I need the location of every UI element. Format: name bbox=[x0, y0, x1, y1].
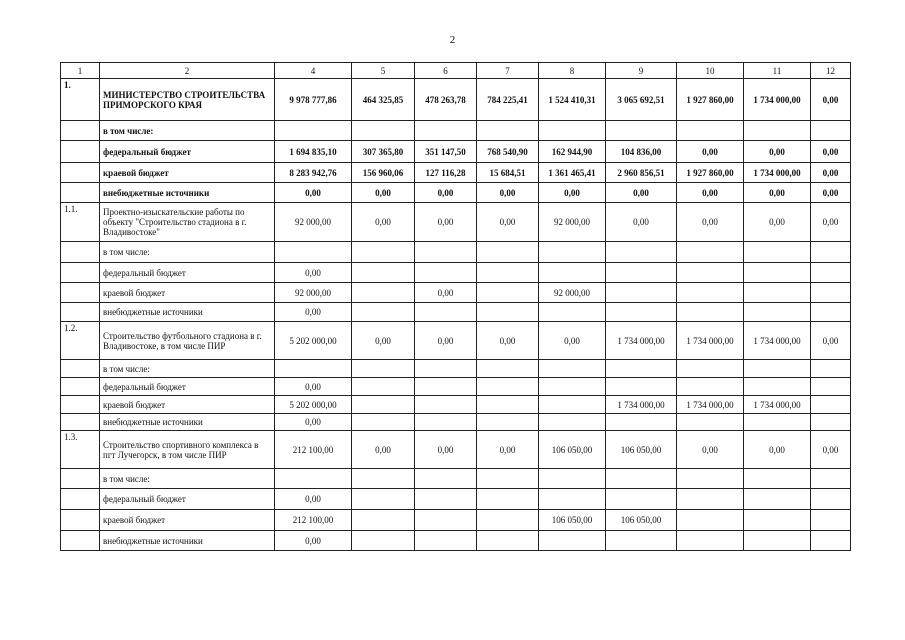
value-cell: 0,00 bbox=[477, 203, 539, 242]
value-cell bbox=[477, 469, 539, 489]
row-label: внебюджетные источники bbox=[100, 414, 275, 431]
value-cell: 351 147,50 bbox=[415, 141, 477, 163]
value-cell: 0,00 bbox=[477, 322, 539, 360]
value-cell: 0,00 bbox=[275, 183, 352, 203]
value-cell: 92 000,00 bbox=[539, 203, 606, 242]
value-cell bbox=[677, 378, 744, 396]
value-cell bbox=[352, 360, 415, 378]
page-number: 2 bbox=[449, 34, 456, 46]
row-index bbox=[61, 489, 100, 510]
row-label: в том числе: bbox=[100, 121, 275, 141]
value-cell: 0,00 bbox=[677, 203, 744, 242]
table-row bbox=[61, 163, 851, 183]
value-cell: 0,00 bbox=[352, 431, 415, 469]
row-label: федеральный бюджет bbox=[100, 263, 275, 283]
table-row bbox=[61, 203, 851, 242]
table-row bbox=[61, 141, 851, 163]
value-cell bbox=[415, 396, 477, 414]
value-cell: 1 927 860,00 bbox=[677, 163, 744, 183]
value-cell bbox=[677, 303, 744, 322]
value-cell bbox=[744, 489, 811, 510]
value-cell: 3 065 692,51 bbox=[606, 79, 677, 121]
value-cell bbox=[539, 469, 606, 489]
table-row bbox=[61, 414, 851, 431]
value-cell: 0,00 bbox=[275, 303, 352, 322]
row-index bbox=[61, 378, 100, 396]
value-cell bbox=[275, 469, 352, 489]
value-cell: 0,00 bbox=[415, 322, 477, 360]
value-cell: 212 100,00 bbox=[275, 510, 352, 531]
value-cell: 5 202 000,00 bbox=[275, 322, 352, 360]
table-row bbox=[61, 263, 851, 283]
value-cell bbox=[477, 242, 539, 263]
value-cell bbox=[677, 263, 744, 283]
value-cell bbox=[352, 242, 415, 263]
value-cell: 768 540,90 bbox=[477, 141, 539, 163]
row-index bbox=[61, 510, 100, 531]
value-cell bbox=[744, 378, 811, 396]
value-cell bbox=[352, 510, 415, 531]
value-cell bbox=[677, 510, 744, 531]
row-index bbox=[61, 469, 100, 489]
value-cell bbox=[744, 360, 811, 378]
value-cell: 0,00 bbox=[275, 378, 352, 396]
value-cell: 5 202 000,00 bbox=[275, 396, 352, 414]
column-header: 10 bbox=[677, 63, 744, 79]
value-cell bbox=[352, 414, 415, 431]
row-label: федеральный бюджет bbox=[100, 489, 275, 510]
value-cell: 1 524 410,31 bbox=[539, 79, 606, 121]
value-cell: 1 734 000,00 bbox=[606, 322, 677, 360]
value-cell bbox=[477, 263, 539, 283]
value-cell: 0,00 bbox=[477, 183, 539, 203]
value-cell: 92 000,00 bbox=[275, 283, 352, 303]
value-cell bbox=[606, 489, 677, 510]
value-cell bbox=[539, 489, 606, 510]
value-cell: 0,00 bbox=[811, 141, 851, 163]
row-label: МИНИСТЕРСТВО СТРОИТЕЛЬСТВА ПРИМОРСКОГО КРАЯ bbox=[100, 79, 275, 121]
value-cell bbox=[275, 242, 352, 263]
row-index bbox=[61, 141, 100, 163]
value-cell: 0,00 bbox=[677, 431, 744, 469]
value-cell bbox=[744, 283, 811, 303]
table-row bbox=[61, 469, 851, 489]
value-cell bbox=[677, 283, 744, 303]
value-cell bbox=[275, 360, 352, 378]
value-cell: 0,00 bbox=[744, 203, 811, 242]
value-cell bbox=[606, 414, 677, 431]
table-row bbox=[61, 360, 851, 378]
value-cell: 92 000,00 bbox=[539, 283, 606, 303]
table-row bbox=[61, 378, 851, 396]
value-cell bbox=[811, 378, 851, 396]
row-label: в том числе: bbox=[100, 360, 275, 378]
row-index bbox=[61, 283, 100, 303]
value-cell bbox=[677, 242, 744, 263]
value-cell: 1 734 000,00 bbox=[677, 396, 744, 414]
value-cell bbox=[477, 396, 539, 414]
value-cell: 0,00 bbox=[415, 183, 477, 203]
value-cell bbox=[415, 469, 477, 489]
value-cell bbox=[744, 414, 811, 431]
value-cell: 106 050,00 bbox=[606, 510, 677, 531]
value-cell bbox=[415, 531, 477, 551]
value-cell: 0,00 bbox=[415, 431, 477, 469]
row-index: 1.3. bbox=[61, 431, 100, 469]
column-header: 7 bbox=[477, 63, 539, 79]
row-label: федеральный бюджет bbox=[100, 378, 275, 396]
value-cell: 0,00 bbox=[744, 431, 811, 469]
value-cell bbox=[352, 283, 415, 303]
value-cell bbox=[811, 414, 851, 431]
value-cell bbox=[811, 283, 851, 303]
value-cell: 784 225,41 bbox=[477, 79, 539, 121]
value-cell: 0,00 bbox=[811, 183, 851, 203]
column-header: 5 bbox=[352, 63, 415, 79]
value-cell: 106 050,00 bbox=[539, 431, 606, 469]
value-cell bbox=[811, 469, 851, 489]
value-cell: 2 960 856,51 bbox=[606, 163, 677, 183]
value-cell: 478 263,78 bbox=[415, 79, 477, 121]
table-row bbox=[61, 121, 851, 141]
value-cell bbox=[275, 121, 352, 141]
row-label: краевой бюджет bbox=[100, 283, 275, 303]
value-cell: 0,00 bbox=[352, 322, 415, 360]
row-label: внебюджетные источники bbox=[100, 531, 275, 551]
value-cell bbox=[415, 121, 477, 141]
value-cell: 0,00 bbox=[415, 203, 477, 242]
value-cell: 1 734 000,00 bbox=[744, 396, 811, 414]
value-cell bbox=[744, 121, 811, 141]
column-header: 8 bbox=[539, 63, 606, 79]
value-cell: 0,00 bbox=[539, 322, 606, 360]
value-cell bbox=[477, 489, 539, 510]
row-index: 1.2. bbox=[61, 322, 100, 360]
table-row bbox=[61, 183, 851, 203]
table-row bbox=[61, 489, 851, 510]
value-cell: 8 283 942,76 bbox=[275, 163, 352, 183]
value-cell: 0,00 bbox=[352, 203, 415, 242]
value-cell bbox=[415, 489, 477, 510]
value-cell bbox=[477, 303, 539, 322]
value-cell bbox=[539, 378, 606, 396]
value-cell bbox=[415, 360, 477, 378]
row-index bbox=[61, 183, 100, 203]
value-cell: 0,00 bbox=[811, 79, 851, 121]
value-cell bbox=[415, 242, 477, 263]
value-cell bbox=[744, 263, 811, 283]
row-label: внебюджетные источники bbox=[100, 183, 275, 203]
value-cell bbox=[811, 360, 851, 378]
value-cell: 162 944,90 bbox=[539, 141, 606, 163]
value-cell bbox=[744, 469, 811, 489]
value-cell bbox=[677, 121, 744, 141]
value-cell bbox=[606, 263, 677, 283]
value-cell: 1 734 000,00 bbox=[744, 163, 811, 183]
value-cell bbox=[539, 263, 606, 283]
value-cell bbox=[539, 531, 606, 551]
value-cell: 0,00 bbox=[811, 203, 851, 242]
value-cell bbox=[477, 531, 539, 551]
value-cell bbox=[811, 242, 851, 263]
column-header: 2 bbox=[100, 63, 275, 79]
value-cell: 15 684,51 bbox=[477, 163, 539, 183]
value-cell: 464 325,85 bbox=[352, 79, 415, 121]
row-index bbox=[61, 303, 100, 322]
value-cell bbox=[477, 510, 539, 531]
value-cell bbox=[415, 303, 477, 322]
value-cell: 0,00 bbox=[275, 414, 352, 431]
value-cell bbox=[744, 531, 811, 551]
value-cell: 127 116,28 bbox=[415, 163, 477, 183]
value-cell: 0,00 bbox=[677, 183, 744, 203]
column-header: 4 bbox=[275, 63, 352, 79]
value-cell: 0,00 bbox=[477, 431, 539, 469]
value-cell: 0,00 bbox=[606, 183, 677, 203]
value-cell: 9 978 777,86 bbox=[275, 79, 352, 121]
row-label: Строительство спортивного комплекса в пгт Лучегорск, в том числе ПИР bbox=[100, 431, 275, 469]
value-cell: 212 100,00 bbox=[275, 431, 352, 469]
value-cell bbox=[606, 360, 677, 378]
row-label: краевой бюджет bbox=[100, 163, 275, 183]
value-cell bbox=[606, 469, 677, 489]
value-cell bbox=[352, 378, 415, 396]
budget-table bbox=[60, 62, 851, 551]
value-cell bbox=[606, 121, 677, 141]
table-row bbox=[61, 79, 851, 121]
value-cell bbox=[477, 283, 539, 303]
value-cell bbox=[606, 531, 677, 551]
value-cell bbox=[415, 510, 477, 531]
header-row bbox=[61, 63, 851, 79]
value-cell bbox=[539, 396, 606, 414]
value-cell bbox=[352, 121, 415, 141]
row-index bbox=[61, 163, 100, 183]
value-cell bbox=[477, 121, 539, 141]
column-header: 6 bbox=[415, 63, 477, 79]
value-cell: 0,00 bbox=[811, 163, 851, 183]
value-cell bbox=[539, 360, 606, 378]
value-cell: 0,00 bbox=[539, 183, 606, 203]
value-cell bbox=[606, 283, 677, 303]
value-cell bbox=[539, 242, 606, 263]
value-cell: 1 734 000,00 bbox=[744, 79, 811, 121]
value-cell bbox=[539, 414, 606, 431]
column-header: 12 bbox=[811, 63, 851, 79]
row-index bbox=[61, 396, 100, 414]
value-cell: 92 000,00 bbox=[275, 203, 352, 242]
row-index bbox=[61, 414, 100, 431]
row-label: в том числе: bbox=[100, 469, 275, 489]
table-row bbox=[61, 431, 851, 469]
value-cell bbox=[352, 303, 415, 322]
value-cell: 0,00 bbox=[275, 489, 352, 510]
row-label: краевой бюджет bbox=[100, 396, 275, 414]
value-cell: 0,00 bbox=[352, 183, 415, 203]
value-cell bbox=[811, 121, 851, 141]
row-label: Строительство футбольного стадиона в г. Владивостоке, в том числе ПИР bbox=[100, 322, 275, 360]
value-cell: 106 050,00 bbox=[606, 431, 677, 469]
value-cell bbox=[352, 396, 415, 414]
row-index bbox=[61, 360, 100, 378]
column-header: 11 bbox=[744, 63, 811, 79]
value-cell: 156 960,06 bbox=[352, 163, 415, 183]
value-cell bbox=[415, 263, 477, 283]
value-cell bbox=[677, 489, 744, 510]
value-cell: 0,00 bbox=[744, 183, 811, 203]
value-cell bbox=[352, 263, 415, 283]
value-cell: 0,00 bbox=[275, 263, 352, 283]
value-cell bbox=[352, 531, 415, 551]
value-cell bbox=[477, 378, 539, 396]
row-index bbox=[61, 121, 100, 141]
value-cell: 1 694 835,10 bbox=[275, 141, 352, 163]
column-header: 9 bbox=[606, 63, 677, 79]
value-cell: 307 365,80 bbox=[352, 141, 415, 163]
value-cell: 0,00 bbox=[275, 531, 352, 551]
table-row bbox=[61, 283, 851, 303]
value-cell bbox=[811, 303, 851, 322]
value-cell: 0,00 bbox=[415, 283, 477, 303]
value-cell bbox=[677, 360, 744, 378]
value-cell: 1 734 000,00 bbox=[744, 322, 811, 360]
value-cell bbox=[811, 396, 851, 414]
value-cell bbox=[811, 489, 851, 510]
row-index bbox=[61, 242, 100, 263]
value-cell: 1 734 000,00 bbox=[606, 396, 677, 414]
value-cell bbox=[415, 414, 477, 431]
value-cell bbox=[677, 414, 744, 431]
row-index: 1.1. bbox=[61, 203, 100, 242]
value-cell bbox=[744, 510, 811, 531]
row-index bbox=[61, 263, 100, 283]
value-cell: 1 734 000,00 bbox=[677, 322, 744, 360]
row-label: Проектно-изыскательские работы по объекту "Строительство стадиона в г. Владивостоке" bbox=[100, 203, 275, 242]
value-cell bbox=[477, 414, 539, 431]
value-cell: 0,00 bbox=[606, 203, 677, 242]
value-cell bbox=[677, 469, 744, 489]
table-row bbox=[61, 242, 851, 263]
value-cell bbox=[352, 469, 415, 489]
row-index: 1. bbox=[61, 79, 100, 121]
value-cell: 1 927 860,00 bbox=[677, 79, 744, 121]
value-cell bbox=[811, 531, 851, 551]
value-cell bbox=[415, 378, 477, 396]
row-label: краевой бюджет bbox=[100, 510, 275, 531]
row-label: внебюджетные источники bbox=[100, 303, 275, 322]
value-cell bbox=[539, 121, 606, 141]
value-cell bbox=[744, 303, 811, 322]
value-cell bbox=[811, 510, 851, 531]
value-cell: 0,00 bbox=[744, 141, 811, 163]
table-row bbox=[61, 322, 851, 360]
value-cell: 0,00 bbox=[811, 322, 851, 360]
value-cell: 0,00 bbox=[677, 141, 744, 163]
value-cell bbox=[677, 531, 744, 551]
value-cell: 0,00 bbox=[811, 431, 851, 469]
value-cell bbox=[477, 360, 539, 378]
value-cell bbox=[606, 242, 677, 263]
column-header: 1 bbox=[61, 63, 100, 79]
value-cell bbox=[606, 303, 677, 322]
value-cell bbox=[606, 378, 677, 396]
value-cell bbox=[811, 263, 851, 283]
table-row bbox=[61, 531, 851, 551]
value-cell: 106 050,00 bbox=[539, 510, 606, 531]
value-cell bbox=[744, 242, 811, 263]
table-row bbox=[61, 510, 851, 531]
table-row bbox=[61, 303, 851, 322]
value-cell: 1 361 465,41 bbox=[539, 163, 606, 183]
value-cell bbox=[352, 489, 415, 510]
row-index bbox=[61, 531, 100, 551]
table-row bbox=[61, 396, 851, 414]
value-cell bbox=[539, 303, 606, 322]
row-label: федеральный бюджет bbox=[100, 141, 275, 163]
value-cell: 104 836,00 bbox=[606, 141, 677, 163]
row-label: в том числе: bbox=[100, 242, 275, 263]
